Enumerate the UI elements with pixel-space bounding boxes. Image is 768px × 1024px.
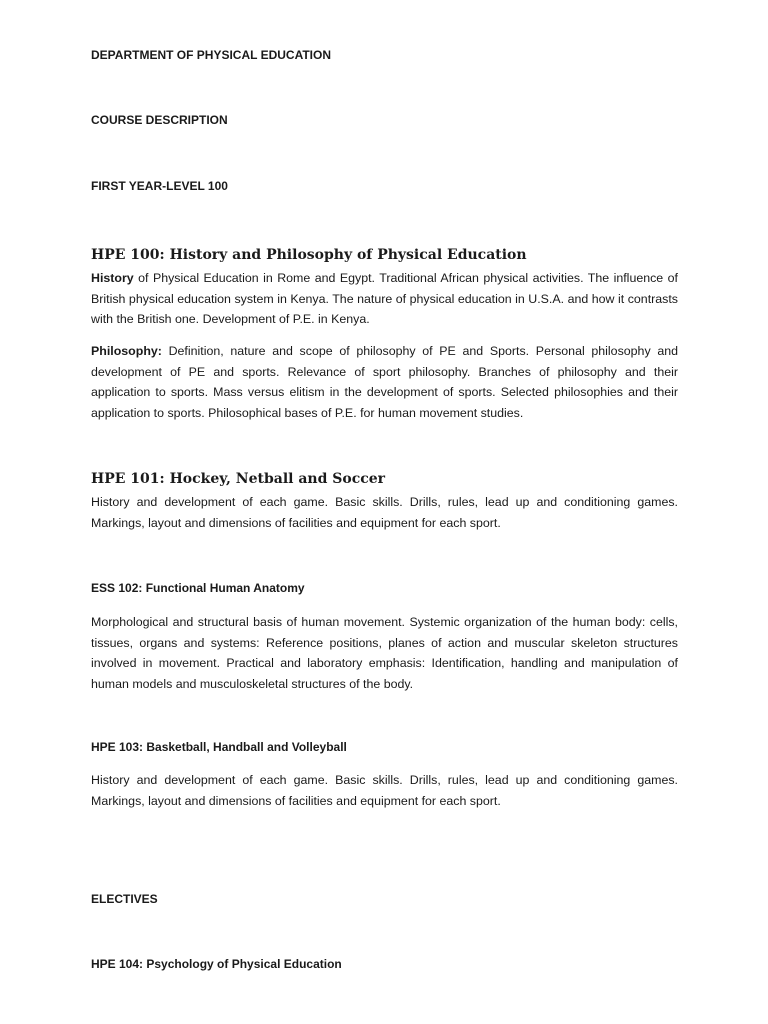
history-label: History [91, 271, 134, 285]
year-level-heading: FIRST YEAR-LEVEL 100 [91, 179, 228, 193]
ess102-paragraph: Morphological and structural basis of human movement. Systemic organization of the human body: cells, tissues, organs and systems: Reference positions, planes of action and muscular skeleton structures involved in movement. Practical and laboratory emphasis: Identification, handling and manipulation of human models and musculoskeletal structures of the body. [91, 615, 678, 691]
hpe100-title: HPE 100: History and Philosophy of Physical Education [91, 247, 527, 263]
philosophy-label: Philosophy: [91, 344, 162, 358]
history-text: of Physical Education in Rome and Egypt. Traditional African physical activities. The influence of British physical education system in Kenya. The nature of physical education in U.S.A. and how it contrasts with the British one. Development of P.E. in Kenya. [91, 271, 678, 326]
hpe104-title: HPE 104: Psychology of Physical Education [91, 957, 342, 971]
department-heading: DEPARTMENT OF PHYSICAL EDUCATION [91, 48, 332, 62]
hpe103-title: HPE 103: Basketball, Handball and Volleyball [91, 740, 347, 754]
hpe101-paragraph: History and development of each game. Basic skills. Drills, rules, lead up and conditioning games. Markings, layout and dimensions of facilities and equipment for each sport. [91, 495, 678, 530]
electives-heading: ELECTIVES [91, 892, 158, 906]
hpe100-philosophy-paragraph [91, 341, 678, 423]
ess102-title: ESS 102: Functional Human Anatomy [91, 581, 305, 595]
philosophy-text: Definition, nature and scope of philosophy of PE and Sports. Personal philosophy and development of PE and sports. Relevance of sport philosophy. Branches of philosophy and their application to sports. Mass versus elitism in the development of sports. Selected philosophies and their application to sports. Philosophical bases of P.E. for human movement studies. [91, 344, 678, 420]
hpe101-title: HPE 101: Hockey, Netball and Soccer [91, 471, 386, 487]
hpe100-history-paragraph [91, 268, 678, 330]
course-description-heading: COURSE DESCRIPTION [91, 113, 228, 127]
hpe103-paragraph: History and development of each game. Basic skills. Drills, rules, lead up and conditioning games. Markings, layout and dimensions of facilities and equipment for each sport. [91, 773, 678, 808]
